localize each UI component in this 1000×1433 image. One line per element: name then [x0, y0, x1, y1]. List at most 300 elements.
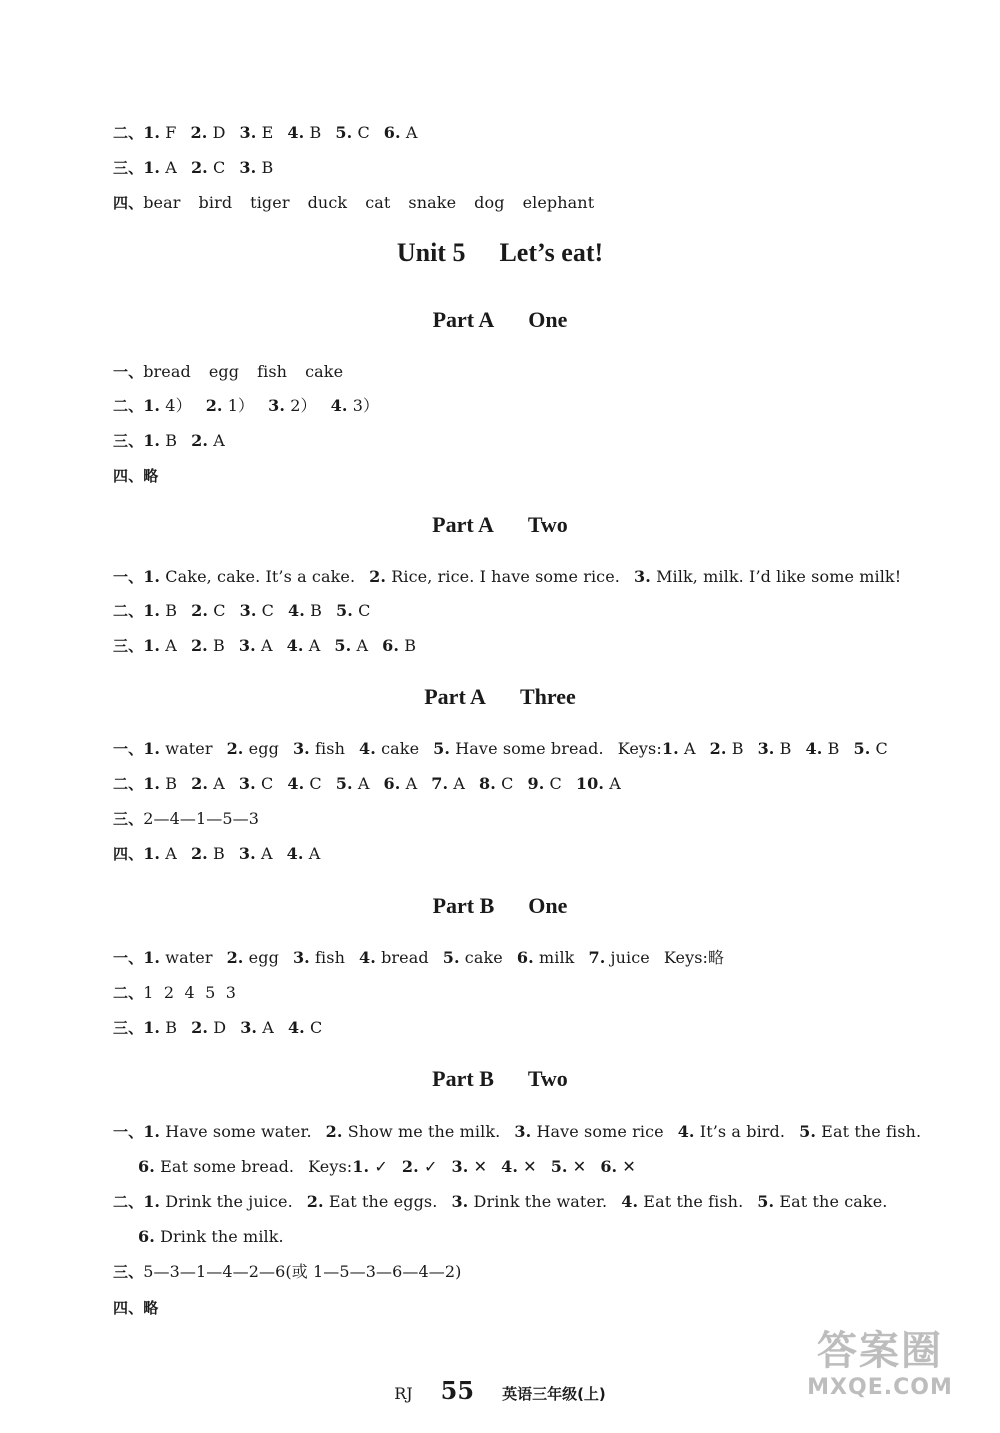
answer-item: [758, 739, 792, 758]
item-number: 1.: [143, 636, 161, 655]
item-number: 7.: [588, 948, 606, 967]
word-list: [143, 362, 361, 381]
answer-item: [143, 636, 177, 655]
answer-item: [479, 774, 513, 793]
item-number: 6.: [600, 1157, 618, 1176]
answer-item: [384, 123, 418, 142]
item-number: 4.: [805, 739, 823, 758]
item-answer: egg: [243, 948, 279, 967]
answer-items: [143, 567, 915, 586]
item-number: 2.: [226, 739, 244, 758]
item-number: 4.: [287, 123, 305, 142]
part-b2-line-2b: [138, 1227, 298, 1247]
word: cat: [365, 193, 391, 212]
item-number: 2.: [190, 636, 208, 655]
item-number: 1.: [143, 844, 161, 863]
item-number: 5.: [550, 1157, 568, 1176]
item-answer: A: [352, 774, 370, 793]
item-answer: C: [352, 601, 371, 620]
answer-items: [143, 1018, 336, 1037]
answer-items: [143, 774, 635, 793]
answer-item: [287, 123, 321, 142]
item-answer: B: [399, 636, 417, 655]
item-answer: A: [303, 844, 321, 863]
item-number: 2.: [191, 431, 209, 450]
item-answer: A: [160, 158, 177, 177]
item-number: 4.: [287, 1018, 305, 1037]
item-number: 9.: [527, 774, 545, 793]
answer-items: [143, 396, 393, 415]
item-number: 4.: [286, 844, 304, 863]
item-answer: water: [160, 948, 213, 967]
answer-items: [138, 1227, 298, 1246]
answer-items: [143, 948, 664, 967]
word: bear: [143, 193, 181, 212]
part-b2-line-4: 四、略: [113, 1299, 159, 1317]
item-number: 8.: [479, 774, 496, 793]
item-number: 4.: [358, 948, 376, 967]
answer-items: [143, 844, 334, 863]
section-title-part-b-one: Part B One: [432, 893, 568, 918]
item-number: 3.: [292, 739, 310, 758]
item-answer: B: [160, 1018, 178, 1037]
word: egg: [208, 362, 240, 381]
item-answer: A: [400, 774, 418, 793]
word: snake: [408, 193, 457, 212]
item-answer: E: [256, 123, 274, 142]
item-number: 2.: [205, 396, 223, 415]
part-a3-line-1: 一、1. water 2. egg 3. fish 4. cake 5. Have some bread. Keys:1. A 2. B 3. B 4. B 5. C: [113, 739, 902, 759]
answer-items: [143, 739, 618, 758]
answer-item: [191, 774, 225, 793]
item-number: 4.: [621, 1192, 639, 1211]
answer-item: [710, 739, 744, 758]
answer-item: [517, 948, 575, 967]
item-number: 1.: [143, 396, 161, 415]
answer-items: [143, 1122, 935, 1141]
part-b1-line-2: 二、1 2 4 5 3: [113, 983, 237, 1002]
item-answer: C: [304, 1018, 323, 1037]
word: bird: [198, 193, 233, 212]
part-a3-line-2: 二、1. B 2. A 3. C 4. C 5. A 6. A 7. A 8. C 9. C 10. A: [113, 774, 635, 794]
answer-item: [191, 158, 225, 177]
item-number: 4.: [358, 739, 376, 758]
answer-item: [143, 431, 177, 450]
answer-item: [757, 1192, 887, 1211]
answer-item: [138, 1157, 294, 1176]
item-number: 1.: [143, 567, 161, 586]
item-answer: Eat the fish.: [638, 1192, 744, 1211]
item-answer: B: [160, 774, 178, 793]
item-number: 3.: [451, 1157, 469, 1176]
edition-code: RJ: [394, 1384, 413, 1403]
part-b2-line-1: 一、1. Have some water. 2. Show me the milk. 3. Have some rice 4. It’s a bird. 5. Eat the fish.: [113, 1122, 935, 1142]
item-answer: C: [544, 774, 562, 793]
item-number: 3.: [633, 567, 651, 586]
answer-items: [143, 158, 287, 177]
answer-item: [369, 567, 620, 586]
section-title-part-a-one: Part A One: [432, 307, 568, 332]
word: duck: [307, 193, 348, 212]
watermark: [780, 1327, 980, 1417]
item-answer: 4）: [160, 396, 192, 415]
item-number: 2.: [191, 1018, 209, 1037]
item-answer: Have some water.: [160, 1122, 312, 1141]
item-answer: Cake, cake. It’s a cake.: [160, 567, 356, 586]
item-number: 2.: [190, 844, 208, 863]
part-a2-line-1: 一、1. Cake, cake. It’s a cake. 2. Rice, rice. I have some rice. 3. Milk, milk. I’d like some milk!: [113, 567, 915, 587]
part-b2-line-3: 三、5—3—1—4—2—6(或 1—5—3—6—4—2): [113, 1262, 462, 1281]
item-number: 2.: [226, 948, 244, 967]
answer-item: [268, 396, 316, 415]
answer-item: [191, 844, 225, 863]
item-answer: cake: [375, 739, 420, 758]
part-b1-line-1: 一、1. water 2. egg 3. fish 4. bread 5. cake 6. milk 7. juice Keys:略: [113, 948, 725, 967]
item-answer: bread: [375, 948, 429, 967]
item-answer: Have some rice: [531, 1122, 664, 1141]
page-number: 55: [440, 1376, 475, 1405]
answer-item: [143, 1018, 177, 1037]
item-number: 6.: [382, 636, 400, 655]
answer-item: [143, 844, 177, 863]
item-answer: A: [400, 123, 418, 142]
answer-item: [143, 1192, 293, 1211]
watermark-site: MXQE.COM: [807, 1375, 953, 1400]
item-answer: B: [774, 739, 792, 758]
answer-item: [240, 601, 274, 620]
answer-item: [143, 739, 212, 758]
answer-item: [431, 774, 465, 793]
item-number: 2.: [369, 567, 387, 586]
answer-item: [293, 948, 345, 967]
answer-item: [239, 774, 273, 793]
answer-item: [799, 1122, 921, 1141]
watermark-logo: 答案圈: [817, 1328, 943, 1374]
item-answer: F: [160, 123, 177, 142]
answer-items: [143, 636, 430, 655]
item-number: 1.: [143, 431, 161, 450]
answer-item: [239, 844, 273, 863]
part-a3-line-4: 四、1. A 2. B 3. A 4. A: [113, 844, 334, 864]
item-answer: B: [160, 431, 178, 450]
item-number: 1.: [143, 1018, 161, 1037]
answer-item: [287, 636, 321, 655]
unit-title: Unit 5 Let’s eat!: [396, 238, 604, 267]
part-a1-line-4: 四、略: [113, 467, 159, 485]
top-line-1: 二、1. F 2. D 3. E 4. B 5. C 6. A: [113, 123, 432, 143]
item-answer: Drink the juice.: [160, 1192, 293, 1211]
answer-item: [240, 123, 274, 142]
word-list: [143, 193, 612, 212]
item-answer: C: [208, 601, 226, 620]
item-number: 1.: [143, 774, 161, 793]
answer-item: [662, 739, 696, 758]
item-answer: B: [160, 601, 178, 620]
item-answer: ✓: [418, 1157, 438, 1176]
word: bread: [143, 362, 191, 381]
item-number: 5.: [442, 948, 460, 967]
item-answer: A: [208, 774, 225, 793]
answer-item: [336, 774, 370, 793]
word: tiger: [250, 193, 290, 212]
answer-item: [336, 601, 370, 620]
answer-item: [451, 1192, 607, 1211]
section-title-part-a-two: Part A Two: [432, 512, 568, 537]
answer-item: [143, 601, 177, 620]
item-number: 3.: [451, 1192, 469, 1211]
answer-item: [402, 1157, 438, 1176]
answer-items: [143, 1192, 901, 1211]
item-number: 1.: [143, 123, 161, 142]
part-a1-line-1: 一、bread egg fish cake: [113, 362, 361, 382]
item-number: 10.: [575, 774, 605, 793]
item-answer: C: [870, 739, 888, 758]
answer-item: [287, 774, 321, 793]
item-number: 6.: [383, 774, 401, 793]
answer-item: [359, 739, 419, 758]
item-number: 2.: [401, 1157, 419, 1176]
answer-item: [634, 567, 901, 586]
item-number: 3.: [239, 123, 257, 142]
answer-items: [138, 1157, 308, 1176]
answer-item: [501, 1157, 537, 1176]
item-answer: Rice, rice. I have some rice.: [386, 567, 620, 586]
answer-item: [331, 396, 379, 415]
answer-item: [352, 1157, 388, 1176]
answer-item: [240, 1018, 274, 1037]
part-b2-line-2: 二、1. Drink the juice. 2. Eat the eggs. 3. Drink the water. 4. Eat the fish. 5. Eat the cake.: [113, 1192, 901, 1212]
answer-item: [359, 948, 429, 967]
answer-items: [143, 123, 431, 142]
item-number: 1.: [661, 739, 679, 758]
item-answer: B: [822, 739, 840, 758]
part-a2-line-3: 三、1. A 2. B 3. A 4. A 5. A 6. B: [113, 636, 430, 656]
item-number: 3.: [238, 636, 256, 655]
item-answer: C: [256, 601, 275, 620]
item-answer: 1）: [222, 396, 255, 415]
word: elephant: [522, 193, 595, 212]
item-number: 3.: [239, 158, 257, 177]
answer-item: [239, 158, 273, 177]
item-number: 3.: [268, 396, 286, 415]
answer-item: [443, 948, 503, 967]
answer-item: [451, 1157, 487, 1176]
item-number: 6.: [516, 948, 534, 967]
answer-item: [143, 1122, 311, 1141]
item-answer: B: [304, 601, 322, 620]
item-answer: C: [207, 158, 226, 177]
answer-item: [143, 774, 177, 793]
item-answer: 2）: [285, 396, 317, 415]
item-answer: ✕: [617, 1157, 636, 1176]
item-answer: Show me the milk.: [342, 1122, 501, 1141]
item-answer: It’s a bird.: [694, 1122, 786, 1141]
answer-item: [335, 123, 369, 142]
item-answer: A: [160, 844, 177, 863]
item-number: 3.: [239, 601, 257, 620]
item-number: 2.: [325, 1122, 343, 1141]
item-answer: water: [160, 739, 213, 758]
answer-item: [307, 1192, 438, 1211]
item-answer: Milk, milk. I’d like some milk!: [650, 567, 902, 586]
item-answer: A: [351, 636, 369, 655]
item-answer: C: [495, 774, 514, 793]
item-answer: C: [352, 123, 370, 142]
top-line-3: 四、bear bird tiger duck cat snake dog elephant: [113, 193, 612, 213]
item-answer: egg: [243, 739, 279, 758]
answer-item: [806, 739, 840, 758]
item-answer: B: [207, 844, 225, 863]
item-number: 2.: [190, 158, 208, 177]
item-answer: ✕: [468, 1157, 488, 1176]
section-title-part-a-three: Part A Three: [424, 684, 576, 709]
section-title-part-b-two: Part B Two: [432, 1066, 568, 1091]
item-answer: C: [304, 774, 322, 793]
item-answer: A: [678, 739, 696, 758]
item-number: 3.: [757, 739, 775, 758]
item-answer: B: [256, 158, 274, 177]
answer-item: [287, 844, 321, 863]
item-number: 4.: [677, 1122, 695, 1141]
item-number: 3.: [238, 844, 256, 863]
item-answer: Eat some bread.: [154, 1157, 295, 1176]
item-answer: D: [207, 123, 226, 142]
item-number: 2.: [709, 739, 727, 758]
item-number: 2.: [190, 123, 208, 142]
answer-item: [433, 739, 604, 758]
item-number: 7.: [431, 774, 449, 793]
key-items: [662, 739, 902, 758]
part-a3-line-3: 三、2—4—1—5—3: [113, 809, 260, 828]
item-answer: milk: [533, 948, 575, 967]
answer-item: [191, 431, 225, 450]
answer-item: [206, 396, 254, 415]
answer-item: [288, 1018, 322, 1037]
item-number: 6.: [138, 1227, 155, 1246]
answer-item: [382, 636, 416, 655]
item-answer: A: [255, 844, 273, 863]
part-a1-line-3: 三、1. B 2. A: [113, 431, 239, 451]
item-number: 3.: [238, 774, 256, 793]
item-number: 5.: [334, 636, 352, 655]
answer-item: [288, 601, 322, 620]
part-a2-line-2: 二、1. B 2. C 3. C 4. B 5. C: [113, 601, 384, 621]
item-answer: A: [303, 636, 321, 655]
item-answer: A: [448, 774, 466, 793]
word: fish: [257, 362, 288, 381]
answer-item: [191, 601, 225, 620]
item-answer: B: [207, 636, 225, 655]
item-number: 4.: [288, 601, 305, 620]
item-number: 3.: [514, 1122, 532, 1141]
answer-item: [600, 1157, 636, 1176]
item-number: 1.: [143, 1122, 161, 1141]
answer-item: [143, 567, 355, 586]
item-number: 1.: [143, 948, 161, 967]
top-line-2: 三、1. A 2. C 3. B: [113, 158, 287, 178]
answer-item: [551, 1157, 587, 1176]
item-answer: A: [208, 431, 225, 450]
item-number: 1.: [143, 601, 161, 620]
answer-item: [143, 396, 191, 415]
item-number: 3.: [240, 1018, 258, 1037]
answer-item: [588, 948, 649, 967]
item-number: 1.: [143, 739, 161, 758]
book-subject: 英语三年级(上): [502, 1385, 606, 1403]
key-items: [352, 1157, 650, 1176]
item-answer: juice: [605, 948, 650, 967]
answer-item: [384, 774, 418, 793]
answer-items: [143, 601, 384, 620]
item-number: 1.: [352, 1157, 370, 1176]
answer-item: [334, 636, 368, 655]
item-number: 6.: [138, 1157, 155, 1176]
answer-item: [326, 1122, 501, 1141]
item-number: 4.: [286, 636, 304, 655]
item-answer: B: [304, 123, 322, 142]
item-number: 2.: [191, 774, 209, 793]
answer-item: [576, 774, 621, 793]
item-answer: B: [726, 739, 744, 758]
item-answer: A: [255, 636, 273, 655]
item-number: 4.: [287, 774, 305, 793]
answer-item: [239, 636, 273, 655]
item-number: 5.: [433, 739, 451, 758]
item-number: 5.: [757, 1192, 775, 1211]
item-number: 5.: [799, 1122, 816, 1141]
answer-item: [143, 123, 176, 142]
item-number: 2.: [306, 1192, 324, 1211]
item-number: 1.: [143, 1192, 161, 1211]
item-answer: Drink the milk.: [154, 1227, 284, 1246]
part-b2-line-1b: 6. Eat some bread. Keys:1. ✓ 2. ✓ 3. ✕ 4. ✕ 5. ✕ 6. ✕: [138, 1157, 650, 1177]
item-answer: fish: [309, 948, 345, 967]
item-number: 3.: [292, 948, 310, 967]
part-a1-line-2: 二、1. 4） 2. 1） 3. 2） 4. 3）: [113, 396, 393, 416]
item-answer: A: [257, 1018, 274, 1037]
item-answer: C: [255, 774, 274, 793]
item-answer: Have some bread.: [450, 739, 604, 758]
item-answer: Eat the eggs.: [323, 1192, 438, 1211]
item-number: 5.: [335, 774, 353, 793]
answer-item: [853, 739, 887, 758]
answer-item: [143, 158, 177, 177]
answer-item: [143, 948, 212, 967]
answer-item: [191, 1018, 226, 1037]
item-number: 6.: [383, 123, 401, 142]
item-number: 2.: [191, 601, 209, 620]
answer-item: [138, 1227, 284, 1246]
item-answer: Eat the cake.: [774, 1192, 888, 1211]
answer-item: [227, 948, 279, 967]
item-answer: A: [604, 774, 621, 793]
answer-item: [227, 739, 279, 758]
answer-items: [143, 431, 239, 450]
answer-item: [191, 123, 226, 142]
word: dog: [474, 193, 505, 212]
answer-item: [191, 636, 225, 655]
item-answer: 3）: [347, 396, 380, 415]
item-answer: Drink the water.: [468, 1192, 608, 1211]
item-number: 4.: [501, 1157, 518, 1176]
answer-item: [678, 1122, 785, 1141]
part-b1-line-3: 三、1. B 2. D 3. A 4. C: [113, 1018, 336, 1038]
item-answer: ✓: [369, 1157, 388, 1176]
item-number: 5.: [335, 601, 353, 620]
answer-item: [621, 1192, 743, 1211]
item-answer: ✕: [518, 1157, 537, 1176]
item-number: 5.: [853, 739, 871, 758]
